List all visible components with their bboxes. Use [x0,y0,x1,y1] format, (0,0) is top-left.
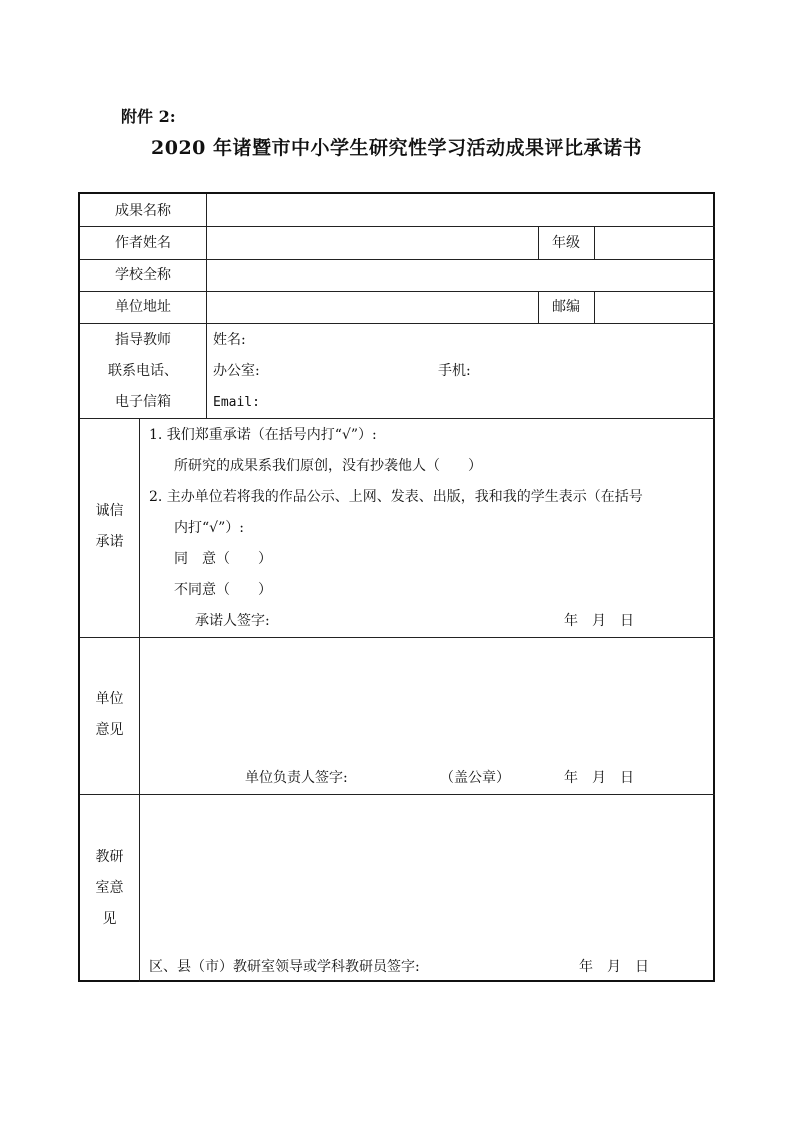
teacher-label-line2: 联系电话、 [108,363,178,379]
document-title: 2020 年诸暨市中小学生研究性学习活动成果评比承诺书 [151,137,642,159]
integrity-item-2: 2. 主办单位若将我的作品公示、上网、发表、出版，我和我的学生表示（在括号 [149,489,643,505]
unit-head-signature-label: 单位负责人签字: [245,770,348,786]
project-name-field[interactable] [207,194,715,226]
teacher-mobile-field[interactable]: 手机: [438,363,471,379]
teacher-office-phone-field[interactable]: 办公室: [213,363,260,379]
grade-field[interactable] [595,227,715,259]
unit-address-field[interactable] [207,292,538,323]
integrity-label-line2: 承诺 [95,534,124,550]
teacher-name-field[interactable]: 姓名: [213,332,246,348]
promisor-signature-label: 承诺人签字: [195,613,270,629]
postcode-field[interactable] [595,292,715,323]
school-name-label: 学校全称 [115,267,171,283]
official-seal-label: （盖公章） [440,770,510,786]
unit-opinion-label-line2: 意见 [95,722,124,738]
teacher-label-line3: 电子信箱 [115,394,171,410]
commitment-form [78,192,715,982]
project-name-label: 成果名称 [115,203,171,219]
unit-address-label: 单位地址 [115,299,171,315]
unit-opinion-date: 年 月 日 [564,770,634,786]
research-opinion-field[interactable] [140,795,715,945]
teacher-label-line1: 指导教师 [115,332,171,348]
unit-opinion-label [80,684,139,746]
attachment-label: 附件 2: [121,107,176,126]
grade-label: 年级 [552,235,580,251]
research-signature-label: 区、县（市）教研室领导或学科教研员签字: [149,959,420,975]
integrity-label-line1: 诚信 [95,503,124,519]
research-opinion-label-line3: 见 [102,911,117,927]
research-opinion-label-line1: 教研 [95,849,124,865]
integrity-item-1: 1. 我们郑重承诺（在括号内打“√”）: [149,427,377,443]
row-divider [80,418,715,419]
row-divider [80,323,715,324]
research-opinion-label [80,842,139,935]
teacher-email-field[interactable]: Email: [213,395,260,410]
unit-opinion-label-line1: 单位 [95,691,124,707]
disagree-option[interactable]: 不同意（ ） [174,582,272,598]
unit-opinion-field[interactable] [140,638,715,758]
integrity-item-2-cont: 内打“√”）: [174,520,244,536]
promisor-date: 年 月 日 [564,613,634,629]
postcode-label: 邮编 [552,299,580,315]
research-opinion-date: 年 月 日 [579,959,649,975]
school-name-field[interactable] [207,260,715,291]
agree-option[interactable]: 同 意（ ） [174,551,272,567]
integrity-label [80,496,139,558]
author-name-field[interactable] [207,227,538,259]
author-name-label: 作者姓名 [115,235,171,251]
research-opinion-label-line2: 室意 [95,880,124,896]
integrity-original-statement[interactable]: 所研究的成果系我们原创，没有抄袭他人（ ） [174,458,482,474]
